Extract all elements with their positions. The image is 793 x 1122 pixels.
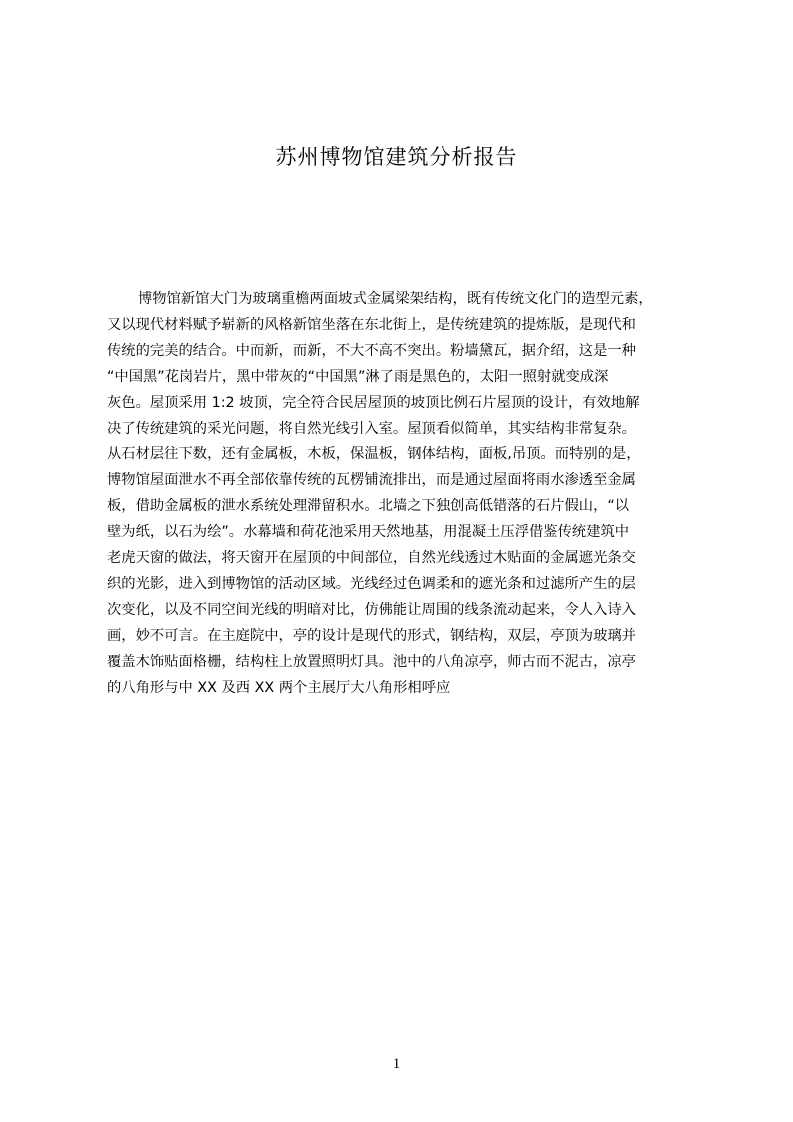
paragraph-line: 覆盖木饰贴面格栅，结构柱上放置照明灯具。池中的八角凉亭，师古而不泥古，凉亭 (107, 653, 636, 670)
document-title: 苏州博物馆建筑分析报告 (275, 145, 518, 169)
paragraph-line: 决了传统建筑的采光问题，将自然光线引入室。屋顶看似简单，其实结构非常复杂。 (107, 420, 636, 437)
body-paragraph (107, 287, 700, 702)
paragraph-line: 又以现代材料赋予崭新的风格新馆坐落在东北街上，是传统建筑的提炼版，是现代和 (107, 316, 636, 333)
paragraph-line: 博物馆屋面泄水不再全部依靠传统的瓦楞铺流排出，而是通过屋面将雨水渗透至金属 (107, 472, 636, 489)
paragraph-line: 博物馆新馆大门为玻璃重檐两面坡式金属梁架结构，既有传统文化门的造型元素， (138, 291, 653, 307)
paragraph-line: 的八角形与中 XX 及西 XX 两个主展厅大八角形相呼应 (107, 679, 451, 696)
page-number: 1 (392, 1056, 401, 1072)
paragraph-line: 壁为纸，以石为绘”。水幕墙和荷花池采用天然地基，用混凝土压浮借鉴传统建筑中 (107, 524, 630, 541)
paragraph-line: 从石材层往下数，还有金属板，木板，保温板，钢体结构，面板,吊顶。而特别的是， (107, 446, 641, 463)
paragraph-line: 画，妙不可言。在主庭院中，亭的设计是现代的形式，钢结构，双层，亭顶为玻璃并 (107, 627, 636, 644)
paragraph-line: 织的光影，进入到博物馆的活动区域。光线经过色调柔和的遮光条和过滤所产生的层 (107, 575, 636, 592)
paragraph-line: 灰色。屋顶采用 1:2 坡顶，完全符合民居屋顶的坡顶比例石片屋顶的设计，有效地解 (107, 394, 640, 411)
paragraph-line: 次变化，以及不同空间光线的明暗对比，仿佛能让周围的线条流动起来，令人入诗入 (107, 601, 636, 618)
paragraph-line: “中国黑”花岗岩片，黑中带灰的“中国黑”淋了雨是黑色的，太阳一照射就变成深 (107, 368, 609, 385)
paragraph-line: 传统的完美的结合。中而新，而新，不大不高不突出。粉墙黛瓦，据介绍，这是一种 (107, 342, 636, 359)
paragraph-line: 老虎天窗的做法，将天窗开在屋顶的中间部位，自然光线透过木贴面的金属遮光条交 (107, 550, 636, 567)
paragraph-line: 板，借助金属板的泄水系统处理滞留积水。北墙之下独创高低错落的石片假山，“以 (107, 498, 630, 515)
